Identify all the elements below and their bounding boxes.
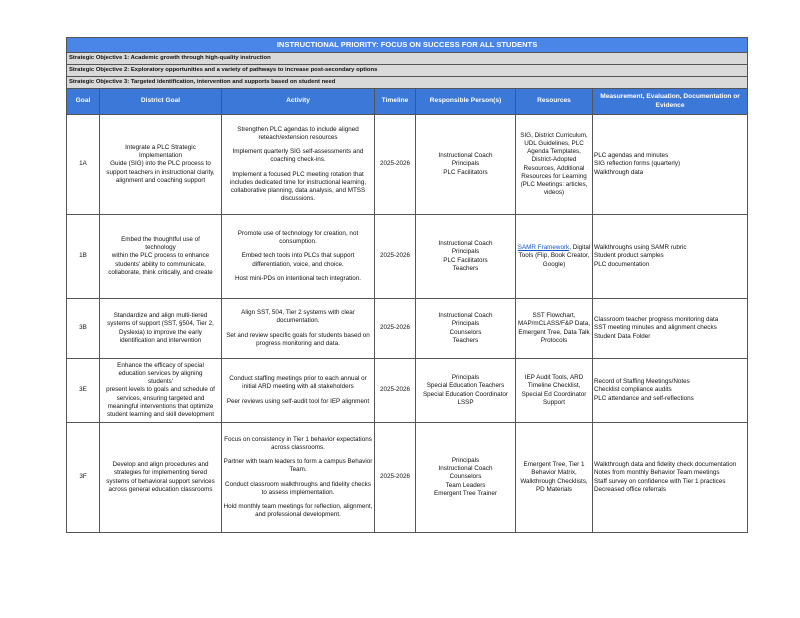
responsible-cell (416, 215, 516, 299)
cell-line: Partner with team leaders to form a campus Behavior Team. (223, 458, 373, 474)
cell-line: Teachers (452, 264, 479, 272)
district-goal-cell (100, 299, 222, 359)
cell-line: PLC Facilitators (443, 256, 488, 264)
timeline-cell: 2025-2026 (375, 423, 416, 533)
cell-line: Record of Staffing Meetings/Notes (594, 378, 690, 386)
goal-cell: 1B (67, 215, 100, 299)
header-district-goal: District Goal (100, 89, 222, 115)
table-title: INSTRUCTIONAL PRIORITY: FOCUS ON SUCCESS FOR ALL STUDENTS (67, 38, 748, 53)
plan-sheet (66, 37, 747, 533)
cell-line: student learning and skill development (106, 410, 215, 418)
cell-line: collaborate, think critically, and create (108, 268, 213, 276)
cell-line: identification and intervention (119, 336, 202, 344)
strategic-objective-1: Strategic Objective 1: Academic growth through high-quality instruction (67, 53, 748, 65)
cell-line: Special Education Coordinator (422, 390, 509, 398)
activity-cell (222, 423, 375, 533)
cell-line: Principals (451, 160, 480, 168)
cell-line: Embed tech tools into PLCs that support differentiation, voice, and choice. (241, 252, 355, 268)
measurement-cell (593, 215, 748, 299)
cell-line: Special Education Teachers (426, 382, 505, 390)
cell-line: alignment and coaching support (115, 176, 206, 184)
cell-line: Emergent Tree Trainer (434, 489, 497, 497)
goal-cell: 1A (67, 115, 100, 215)
activity-cell (222, 299, 375, 359)
cell-line: Peer reviews using self-audit tool for IEP alignment (226, 397, 370, 405)
goal-cell: 3F (67, 423, 100, 533)
responsible-cell (416, 359, 516, 423)
resources-cell (516, 423, 593, 533)
resources-cell (516, 299, 593, 359)
cell-line: meaningful interventions that optimize (107, 402, 214, 410)
timeline-cell: 2025-2026 (375, 115, 416, 215)
cell-line: PLC attendance and self-reflections (594, 394, 694, 402)
measurement-cell (593, 115, 748, 215)
cell-line: Promote use of technology for creation, not consumption. (237, 230, 359, 246)
timeline-cell: 2025-2026 (375, 215, 416, 299)
activity-cell (222, 359, 375, 423)
cell-line: Principals (451, 457, 480, 465)
cell-line: services, ensuring targeted and (116, 394, 205, 402)
goal-cell: 3B (67, 299, 100, 359)
cell-line: Focus on consistency in Tier 1 behavior expectations across classrooms. (224, 435, 372, 451)
cell-line: systems of support (SST, §504, Tier 2, (107, 320, 214, 328)
timeline-cell: 2025-2026 (375, 359, 416, 423)
cell-line: Student product samples (594, 252, 664, 260)
table-row (67, 215, 748, 299)
responsible-cell (416, 299, 516, 359)
cell-line: Instructional Coach (438, 152, 493, 160)
cell-line: SST meeting minutes and alignment checks (594, 324, 717, 332)
strategic-objective-2: Strategic Objective 2: Exploratory opportunities and a variety of pathways to increase post-secondary options (67, 65, 748, 77)
cell-line: across general education classrooms (108, 485, 213, 493)
district-goal-cell (100, 215, 222, 299)
instructional-priority-table (66, 37, 748, 533)
cell-line: Instructional Coach (438, 240, 493, 248)
cell-line: Host mini-PDs on intentional tech integration. (234, 274, 361, 282)
district-goal-cell (100, 115, 222, 215)
cell-line: Integrate a PLC Strategic (125, 144, 196, 152)
cell-line: Dyslexia) to improve the early (119, 328, 202, 336)
cell-line: Conduct classroom walkthroughs and fidelity checks to assess implementation. (225, 480, 371, 496)
cell-line: Instructional Coach (438, 312, 493, 320)
cell-line: Walkthroughs using SAMR rubric (594, 244, 687, 252)
cell-line: Instructional Coach (438, 465, 493, 473)
header-timeline: Timeline (375, 89, 416, 115)
cell-line: LSSP (457, 398, 474, 406)
cell-line: Hold monthly team meetings for reflection, alignment, and professional development. (223, 502, 373, 519)
cell-line: Walkthrough data and fidelity check documentation (594, 461, 737, 469)
cell-line: Staff survey on confidence with Tier 1 practices (594, 477, 726, 485)
activity-cell (222, 115, 375, 215)
table-row (67, 423, 748, 533)
cell-line: SIG reflection forms (quarterly) (594, 160, 681, 168)
cell-line: Principals (451, 320, 480, 328)
measurement-cell (593, 299, 748, 359)
header-resources: Resources (516, 89, 593, 115)
cell-line: Counselors (449, 328, 482, 336)
responsible-cell (416, 423, 516, 533)
cell-line: Teachers (452, 336, 479, 344)
cell-line: Classroom teacher progress monitoring data (594, 316, 719, 324)
cell-line: Walkthrough data (594, 168, 644, 176)
resources-text: Emergent Tree, Tier 1 Behavior Matrix, Walkthrough Checklists, PD Materials (520, 461, 588, 493)
cell-line: Student Data Folder (594, 332, 651, 340)
resources-text: , Digital Tools (Flip, Book Creator, Google) (518, 244, 591, 268)
district-goal-cell (100, 359, 222, 423)
header-measurement: Measurement, Evaluation, Documentation or Evidence (593, 89, 748, 115)
cell-line: Checklist compliance audits (594, 386, 672, 394)
cell-line: technology (145, 244, 176, 252)
cell-line: Principals (451, 374, 480, 382)
cell-line: PLC Facilitators (443, 168, 488, 176)
resources-text: IEP Audit Tools, ARD Timeline Checklist, Special Ed Coordinator Support (521, 374, 587, 406)
cell-line: Guide (SIG) into the PLC process to (110, 160, 211, 168)
goal-cell: 3E (67, 359, 100, 423)
district-goal-cell (100, 423, 222, 533)
header-goal: Goal (67, 89, 100, 115)
responsible-cell (416, 115, 516, 215)
cell-line: Principals (451, 248, 480, 256)
cell-line: strategies for implementing tiered (113, 469, 208, 477)
cell-line: Standardize and align multi-tiered (113, 312, 208, 320)
resources-cell (516, 359, 593, 423)
cell-line: systems of behavioral support services (106, 477, 215, 485)
header-responsible: Responsible Person(s) (416, 89, 516, 115)
cell-line: Implement a focused PLC meeting rotation that includes dedicated time for instructional learning, collaborative planning, data analysis, and MTSS discussions. (229, 170, 367, 203)
cell-line: Team Leaders (445, 481, 486, 489)
table-row (67, 299, 748, 359)
timeline-cell: 2025-2026 (375, 299, 416, 359)
cell-line: within the PLC process to enhance (111, 252, 210, 260)
resources-text: SIG, District Curriculum, UDL Guidelines, PLC Agenda Templates, District-Adopted Resources, Additional Resources for Learning (PLC Meetings: articles, videos) (520, 131, 588, 197)
table-row (67, 115, 748, 215)
table-row (67, 359, 748, 423)
cell-line: Develop and align procedures and (112, 461, 209, 469)
cell-line: Counselors (449, 473, 482, 481)
resources-cell (516, 215, 593, 299)
cell-line: present levels to goals and schedule of (106, 386, 215, 394)
cell-line: Notes from monthly Behavior Team meetings (594, 469, 720, 477)
cell-line: Implementation (138, 152, 183, 160)
activity-cell (222, 215, 375, 299)
resources-text: SST Flowchart, MAP/mCLASS/F&P Data, Emergent Tree, Data Talk Protocols (518, 312, 590, 344)
cell-line: Strengthen PLC agendas to include aligned reteach/extension resources (237, 125, 359, 141)
cell-line: PLC agendas and minutes (594, 152, 669, 160)
cell-line: Set and review specific goals for students based on progress monitoring and data. (226, 331, 370, 347)
resources-cell (516, 115, 593, 215)
cell-line: Conduct staffing meetings prior to each annual or initial ARD meeting with all stakeholders (229, 375, 367, 391)
header-activity: Activity (222, 89, 375, 115)
cell-line: students' ability to communicate, (115, 260, 206, 268)
cell-line: Decreased office referrals (594, 485, 666, 493)
cell-line: Embed the thoughtful use of (121, 236, 200, 244)
cell-line: Implement quarterly SIG self-assessments and coaching check-ins. (232, 148, 364, 164)
cell-line: Align SST, 504, Tier 2 systems with clear documentation. (241, 309, 355, 325)
samr-framework-link[interactable]: SAMR Framework (517, 244, 570, 252)
strategic-objective-3: Strategic Objective 3: Targeted identification, intervention and supports based on student need (67, 77, 748, 89)
cell-line: support teachers in instructional clarity, (106, 168, 215, 176)
cell-line: PLC documentation (594, 260, 650, 268)
measurement-cell (593, 423, 748, 533)
measurement-cell (593, 359, 748, 423)
cell-line: Enhance the efficacy of special (117, 361, 204, 369)
cell-line: education services by aligning (118, 370, 203, 378)
cell-line: students' (147, 378, 173, 386)
